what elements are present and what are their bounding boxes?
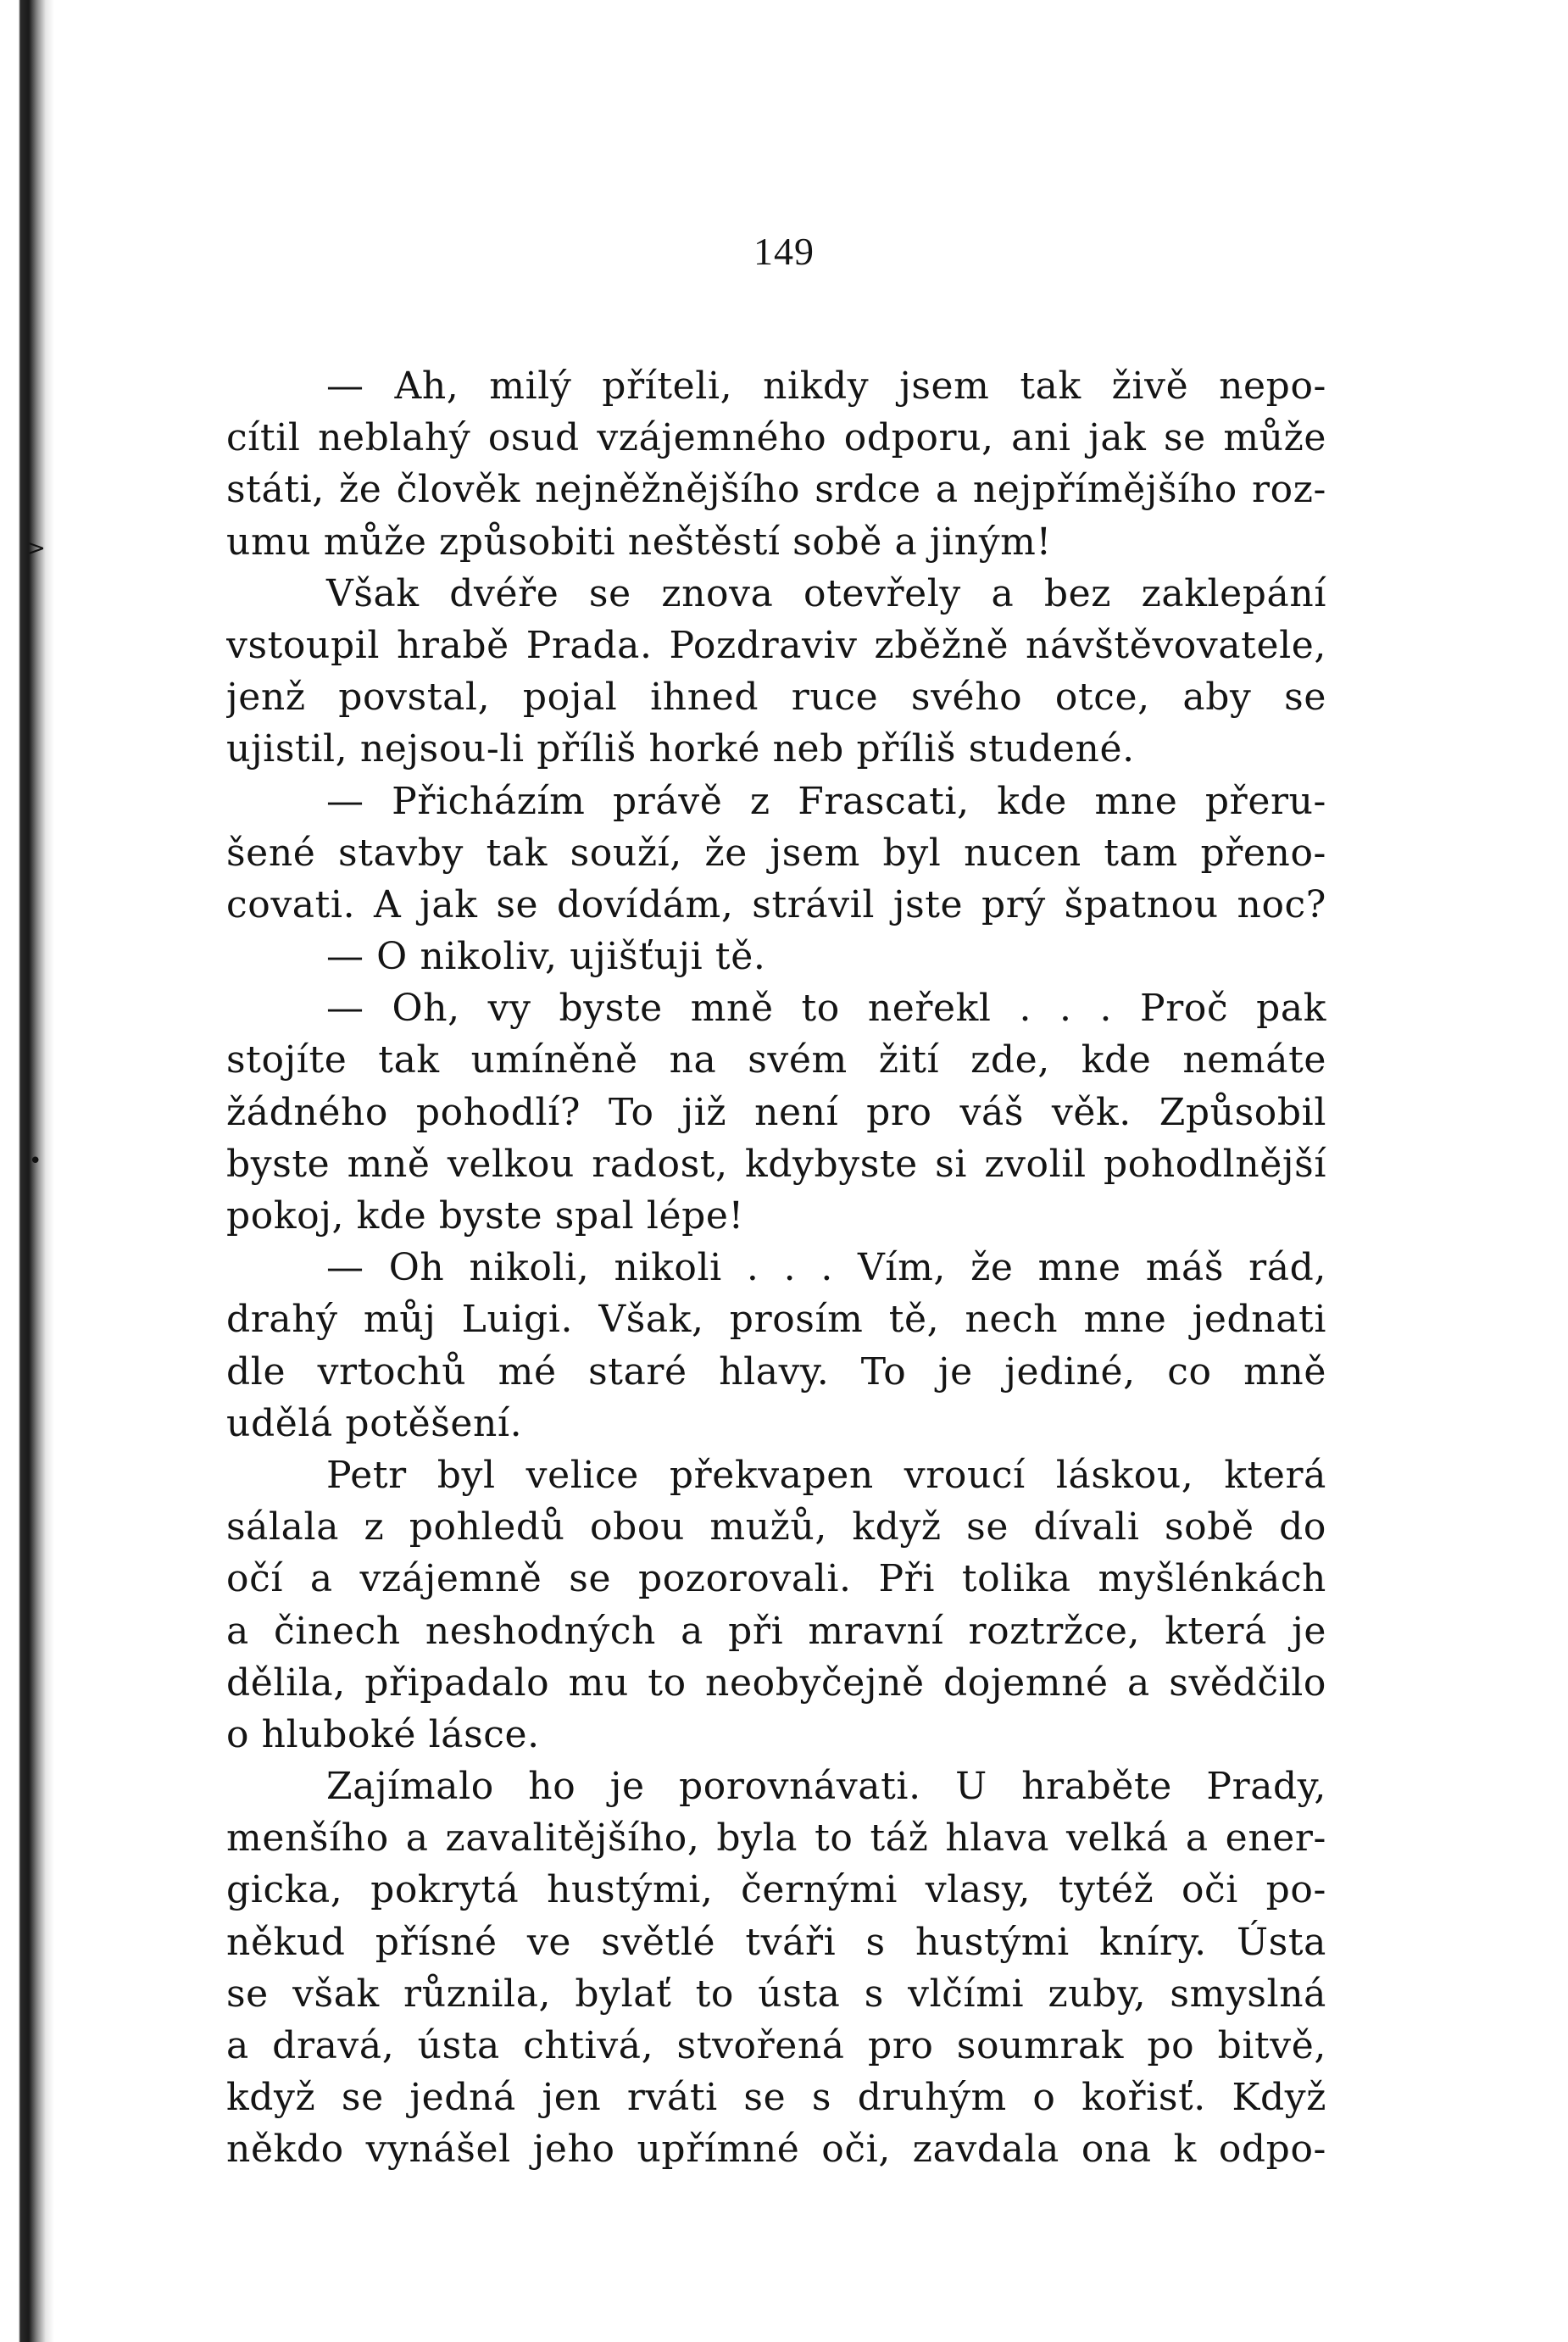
binding-edge [0,0,54,2342]
text-line: — Oh nikoli, nikoli . . . Vím, že mne máš rád, [326,1246,1326,1290]
text-line: dle vrtochů mé staré hlavy. To je jediné, co mně [226,1349,1326,1394]
text-line: — Přicházím právě z Frascati, kde mne přeru- [326,779,1326,823]
text-line: — O nikoliv, ujišťuji tě. [326,935,766,979]
text-line: covati. A jak se dovídám, strávil jste prý špatnou noc? [226,882,1326,926]
text-line: udělá potěšení. [226,1401,523,1445]
text-line: jenž povstal, pojal ihned ruce svého otce, aby se [226,676,1326,720]
text-line: pokoj, kde byste spal lépe! [226,1194,744,1238]
text-line: Zajímalo ho je porovnávati. U hraběte Prady, [326,1765,1326,1809]
text-line: když se jedná jen rváti se s druhým o kořisť. Když [226,2076,1326,2120]
text-line: drahý můj Luigi. Však, prosím tě, nech mne jednati [226,1298,1326,1342]
text-line: stojíte tak umíněně na svém žití zde, kde nemáte [226,1038,1326,1082]
text-line: šené stavby tak souží, že jsem byl nucen tam přeno- [226,831,1326,875]
text-line: Petr byl velice překvapen vroucí láskou, která [326,1453,1326,1497]
text-line: státi, že člověk nejněžnějšího srdce a nejpřímějšího roz- [226,468,1326,512]
text-line: vstoupil hrabě Prada. Pozdraviv zběžně návštěvovatele, [226,623,1326,667]
body-text [226,360,1326,2176]
text-line: cítil neblahý osud vzájemného odporu, ani jak se může [226,416,1326,460]
text-line: — Oh, vy byste mně to neřekl . . . Proč pak [326,987,1326,1031]
text-line: sálala z pohledů obou mužů, když se dívali sobě do [226,1505,1326,1549]
text-line: Však dvéře se znova otevřely a bez zaklepání [326,571,1326,615]
text-line: byste mně velkou radost, kdybyste si zvolil pohodlnější [226,1142,1326,1186]
text-line: menšího a zavalitějšího, byla to táž hlava velká a ener- [226,1816,1326,1861]
text-line: žádného pohodlí? To již není pro váš věk. Způsobil [226,1090,1326,1134]
margin-mark-dot: • [29,1149,42,1174]
margin-mark-arrow: > [27,536,46,561]
text-line: a dravá, ústa chtivá, stvořená pro soumrak po bitvě, [226,2024,1326,2067]
text-line: se však různila, bylať to ústa s vlčími zuby, smyslná [226,1972,1326,2016]
text-line: — Ah, milý příteli, nikdy jsem tak živě nepo- [326,364,1326,408]
text-line: někdo vynášel jeho upřímné oči, zavdala ona k odpo- [226,2128,1326,2172]
text-line: očí a vzájemně se pozorovali. Při tolika myšlénkách [226,1557,1326,1601]
text-line: o hluboké lásce. [226,1712,540,1756]
text-line: umu může způsobiti neštěstí sobě a jiným! [226,520,1052,564]
text-line: a činech neshodných a při mravní roztržce, která je [226,1609,1326,1653]
text-line: gicka, pokrytá hustými, černými vlasy, tytéž oči po- [226,1868,1326,1912]
page-number: 149 [753,230,815,273]
text-line: ujistil, nejsou-li příliš horké neb příliš studené. [226,727,1135,771]
text-line: dělila, připadalo mu to neobyčejně dojemné a svědčilo [226,1661,1326,1705]
text-line: někud přísné ve světlé tváři s hustými kníry. Ústa [226,1920,1326,1964]
